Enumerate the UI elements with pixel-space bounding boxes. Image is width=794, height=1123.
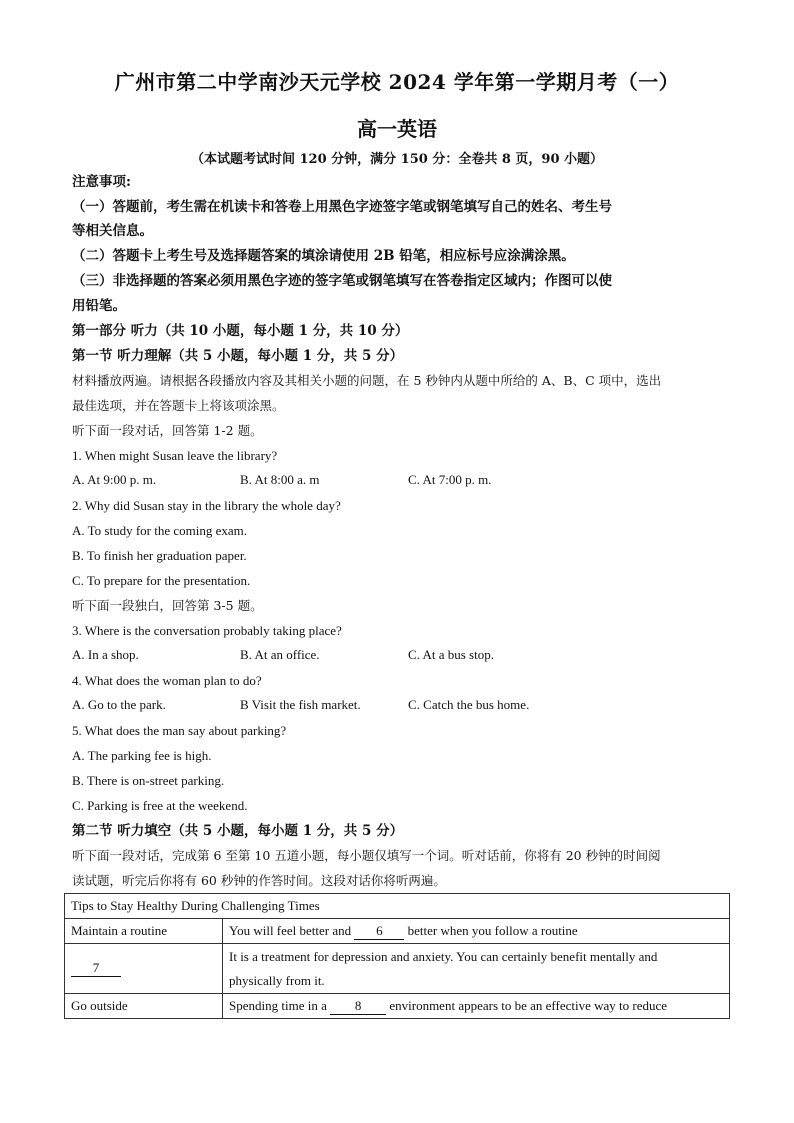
- question-4: 4. What does the woman plan to do?: [72, 673, 262, 688]
- section1-instructions: 材料播放两遍。请根据各段播放内容及其相关小题的问题，在 5 秒钟内从题中所给的 A、B、C 项中，选出: [72, 373, 662, 388]
- question-3: 3. Where is the conversation probably taking place?: [72, 623, 342, 638]
- tip-routine-desc: [223, 919, 730, 944]
- q3-option-a: A. In a shop.: [72, 647, 139, 662]
- tip-outside-desc: [223, 994, 730, 1019]
- tip-treatment-text: It is a treatment for depression and anxiety. You can certainly benefit mentally and: [229, 948, 658, 964]
- q3-option-b: B. At an office.: [240, 647, 320, 662]
- q1-option-c: C. At 7:00 p. m.: [408, 472, 492, 487]
- q5-option-a: A. The parking fee is high.: [72, 748, 212, 763]
- tip-routine-text-post: better when you follow a routine: [404, 922, 578, 938]
- blank-6: 6: [354, 923, 404, 940]
- section1-instructions-cont: 最佳选项，并在答题卡上将该项涂黑。: [72, 398, 285, 413]
- section2-instructions-cont: 读试题，听完后你将有 60 秒钟的作答时间。这段对话你将听两遍。: [72, 873, 446, 888]
- q2-option-c: C. To prepare for the presentation.: [72, 573, 251, 588]
- q3-option-c: C. At a bus stop.: [408, 647, 494, 662]
- tips-table: [64, 893, 730, 1019]
- tip-maintain-routine: Maintain a routine: [65, 919, 223, 944]
- q1-option-a: A. At 9:00 p. m.: [72, 472, 157, 487]
- monologue-intro: 听下面一段独白，回答第 3-5 题。: [72, 598, 263, 613]
- table-row: [65, 994, 730, 1019]
- dialog-intro-1: 听下面一段对话，回答第 1-2 题。: [72, 423, 263, 438]
- question-5: 5. What does the man say about parking?: [72, 723, 287, 738]
- note-3-cont: 用铅笔。: [72, 298, 126, 314]
- section1-heading: 第一节 听力理解（共 5 小题，每小题 1 分，共 5 分）: [72, 348, 404, 364]
- table-row: [65, 894, 730, 919]
- blank-7: 7: [71, 960, 121, 977]
- note-2: （二）答题卡上考生号及选择题答案的填涂请使用 2B 铅笔，相应标号应涂满涂黑。: [72, 248, 575, 264]
- section2-heading: 第二节 听力填空（共 5 小题，每小题 1 分，共 5 分）: [72, 823, 404, 839]
- q2-option-b: B. To finish her graduation paper.: [72, 548, 247, 563]
- question-2: 2. Why did Susan stay in the library the whole day?: [72, 498, 341, 513]
- tip-routine-text-pre: You will feel better and: [229, 922, 355, 938]
- q5-option-c: C. Parking is free at the weekend.: [72, 798, 248, 813]
- note-1: （一）答题前，考生需在机读卡和答卷上用黑色字迹签字笔或钢笔填写自己的姓名、考生号: [72, 199, 612, 215]
- q4-option-a: A. Go to the park.: [72, 697, 166, 712]
- q4-option-b: B Visit the fish market.: [240, 697, 361, 712]
- notes-heading: 注意事项:: [72, 174, 131, 190]
- blank-8: 8: [330, 998, 386, 1015]
- tip-go-outside: Go outside: [65, 994, 223, 1019]
- section2-instructions: 听下面一段对话，完成第 6 至第 10 五道小题，每小题仅填写一个词。听对话前，你将有 20 秒钟的时间阅: [72, 848, 661, 863]
- subject-title: 高一英语: [357, 117, 437, 141]
- exam-info: （本试题考试时间 120 分钟，满分 150 分：全卷共 8 页，90 小题）: [190, 152, 604, 167]
- q1-option-b: B. At 8:00 a. m: [240, 472, 320, 487]
- tip-7-cell: [65, 944, 223, 994]
- exam-title: 广州市第二中学南沙天元学校 2024 学年第一学期月考（一）: [114, 70, 680, 94]
- note-1-cont: 等相关信息。: [72, 223, 153, 239]
- part1-heading: 第一部分 听力（共 10 小题，每小题 1 分，共 10 分）: [72, 323, 409, 339]
- q5-option-b: B. There is on-street parking.: [72, 773, 225, 788]
- tip-treatment-text-cont: physically from it.: [229, 972, 325, 988]
- question-1: 1. When might Susan leave the library?: [72, 448, 278, 463]
- table-row: [65, 944, 730, 994]
- tip-treatment-desc: [223, 944, 730, 994]
- q2-option-a: A. To study for the coming exam.: [72, 523, 248, 538]
- tip-outside-text-pre: Spending time in a: [229, 997, 331, 1013]
- note-3: （三）非选择题的答案必须用黑色字迹的签字笔或钢笔填写在答卷指定区域内；作图可以使: [72, 273, 612, 289]
- table-title: Tips to Stay Healthy During Challenging Times: [65, 894, 730, 919]
- table-row: [65, 919, 730, 944]
- tip-outside-text-post: environment appears to be an effective way to reduce: [386, 997, 668, 1013]
- q4-option-c: C. Catch the bus home.: [408, 697, 530, 712]
